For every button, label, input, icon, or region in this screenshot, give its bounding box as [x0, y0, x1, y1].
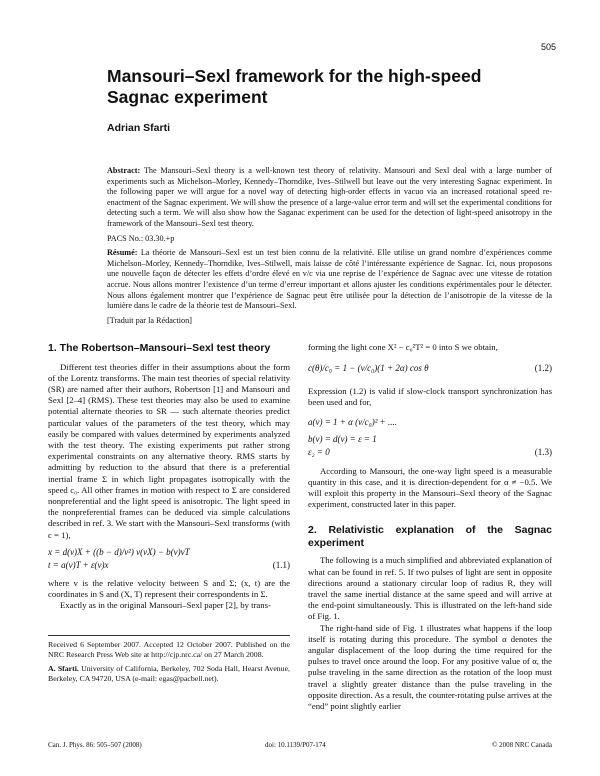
equation-1-1-number: (1.1): [272, 559, 290, 570]
equation-1-3-number: (1.3): [534, 446, 552, 457]
equation-1-3-line-1: a(v) = 1 + α (v/c₀)² + ....: [308, 416, 397, 427]
right-column: [308, 342, 552, 712]
equation-1-1-line-1: x = d(v)X + ((b − d)/v²) v(vX) − b(v)vT: [48, 546, 190, 557]
right-paragraph-3: According to Mansouri, the one-way light speed is a measurable quantity in this case, and it is direction-dependent for α ≠ −0.5. We will exploit this property in the Mansouri–Sexl theory of the Sagnac experiment, constructed later in this paper.: [308, 465, 552, 510]
left-column: [48, 342, 290, 611]
equation-1-2: [308, 363, 552, 376]
received-dates: Received 6 September 2007. Accepted 12 October 2007. Published on the NRC Research Press Web site at http://cjp.nrc.ca/ on 27 March 2008.: [48, 640, 290, 659]
section-1-heading: 1. The Robertson–Mansouri–Sexl test theory: [48, 342, 271, 354]
right-paragraph-1: forming the light cone X² − c₀²T² = 0 into S we obtain,: [308, 342, 498, 352]
footer-copyright: © 2008 NRC Canada: [492, 741, 552, 749]
section-1-paragraph-1: Different test theories differ in their assumptions about the form of the Lorentz transforms. The main test theories of special relativity (SR) are named after their authors, Robertson [1] and Mansouri and Sexl [2–4] (RMS). These test theories may also be used to examine potential alternate theories to SR — such alternate theories predict particular values of the parameters of the test theory, which may easily be compared with values determined by experiments analyzed with the test theory. The existing experiments put rather strong experimental constraints on any alternative theory. RMS starts by admitting by reduction to the absurd that there is a preferential inertial frame Σ in which light propagates isotropically with the speed c₀. All other frames in motion with respect to Σ are considered nonpreferential and the light speed is anisotropic. The light speed in the nonpreferential frames can be deduced via simple calculations described in ref. 3. We start with the Mansouri–Sexl transforms (with c = 1),: [48, 361, 290, 540]
equation-1-3-line-3: ε₂ = 0: [308, 446, 330, 457]
abstract-text: The Mansouri–Sexl theory is a well-known test theory of relativity. Mansouri and Sexl deal with a large number of experiments such as Michelson–Morley, Kennedy–Thorndike, Ives–Stilwell but leave out the very interesting Sagnac experiment. In the following paper we will argue for a novel way of detecting high-order effects in vacuo via an increased rotational speed re-enactment of the Sagnac experiment. We will show the presence of a large-value error term and will set the experimental conditions for detecting such a term. We will also show how the Saganac experiment can be used for the detection of light-speed anisotropy in the framework of the Mansouri–Sexl test theory.: [107, 166, 552, 228]
author-name: Adrian Sfarti: [107, 122, 171, 134]
page-number: 505: [540, 42, 556, 52]
footnote-box: [48, 635, 290, 684]
article-title: Mansouri–Sexl framework for the high-speed Sagnac experiment: [107, 66, 482, 107]
footer-journal: Can. J. Phys. 86: 505–507 (2008): [48, 741, 142, 749]
footer-doi: doi: 10.1139/P07-174: [265, 741, 326, 749]
equation-1-3: [308, 417, 552, 460]
equation-1-3-line-2: b(v) = d(v) = ε = 1: [308, 433, 377, 444]
section-1-paragraph-3: Exactly as in the original Mansouri–Sexl paper [2], by trans-: [60, 600, 271, 611]
abstract-label: Abstract:: [107, 166, 141, 175]
section-2-paragraph-2: The right-hand side of Fig. 1 illustrates what happens if the loop itself is rotating during this procedure. The symbol α denotes the angular displacement of the loop during the time required for the pulses to travel once around the loop. For any positive value of α, the pulse traveling in the same direction as the rotation of the loop must travel a slightly greater distance than the pulse traveling in the opposite direction. As a result, the counter-rotating pulse arrives at the “end” point slightly earlier: [308, 622, 552, 712]
section-2-paragraph-1: The following is a much simplified and abbreviated explanation of what can be found in ref. 5. If two pulses of light are sent in opposite directions around a stationary circular loop of radius R, they will travel the same inertial distance at the same speed and will arrive at the end-point simultaneously. This is illustrated on the left-hand side of Fig. 1.: [308, 555, 552, 622]
equation-1-2-body: c(θ)/c₀ = 1 − (v/c₀)(1 + 2α) cos θ: [308, 363, 429, 374]
affiliation-name: A. Sfarti.: [48, 664, 79, 673]
translation-note: [Traduit par la Rédaction]: [107, 315, 192, 325]
equation-1-2-number: (1.2): [534, 363, 552, 374]
pacs-line: PACS No.: 03.30.+p: [107, 233, 175, 243]
abstract-block: [107, 166, 552, 330]
section-1-paragraph-2: where v is the relative velocity between S and Σ; (x, t) are the coordinates in S and (X, T) represent their correspondents in Σ.: [48, 577, 290, 599]
right-paragraph-2: Expression (1.2) is valid if slow-clock transport synchronization has been used and for,: [308, 386, 552, 408]
affiliation: [48, 664, 290, 684]
equation-1-1: [48, 547, 290, 573]
resume-text: La théorie de Mansouri–Sexl est un test bien connu de la relativité. Elle utilise un grand nombre d’expériences comme Michelson–Morley, Kennedy–Thorndike, Ives–Stilwell, mais laisse de côté l’intéressante expérience de Sagnac. Ici, nous proposons une nouvelle façon de détecter les effets d’ordre élevé en v/c via une reprise de l’expérience de Sagnac avec une vitesse de rotation accrue. Nous allons montrer l’existence d’un terme d’erreur important et allons ajuster les conditions expérimentales pour le détecter. Nous allons également montrer que l’expérience de Sagnac peut être utilisée pour la détection de l’anisotropie de la vitesse de la lumière dans le cadre de la théorie test de Mansouri–Sexl.: [107, 248, 553, 311]
section-2-heading: 2. Relativistic explanation of the Sagnac experiment: [308, 524, 552, 549]
resume-label: Résumé:: [107, 248, 138, 258]
affiliation-text: University of California, Berkeley, 702 Soda Hall, Hearst Avenue, Berkeley, CA 94720, USA (e-mail: egas@pacbell.net).: [48, 664, 290, 683]
equation-1-1-line-2: t = a(v)T + ε(v)x: [48, 559, 109, 570]
